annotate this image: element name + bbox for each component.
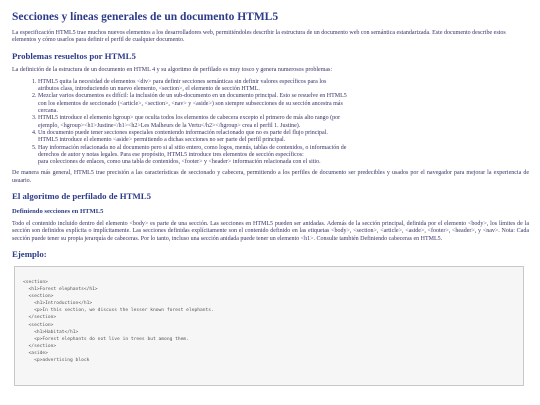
list-item-line: atributos class, introduciendo un nuevo elemento, <section>, el elemento de sección HTML. bbox=[38, 86, 260, 93]
example-heading: Ejemplo: bbox=[12, 248, 47, 259]
list-item bbox=[38, 115, 529, 130]
list-item-line: Mezclar varios documentos es difícil: la inclusión de un sub-documento en un documento principal. Esto se resuelve en HTML5 bbox=[38, 93, 347, 100]
code-line: <section> bbox=[23, 279, 48, 285]
list-item-line: para colecciones de enlaces, como una tabla de contenidos, <footer> y <header> información relacionada con el sitio. bbox=[38, 159, 321, 166]
code-line: </section> bbox=[23, 315, 57, 321]
algorithm-subheading: Definiendo secciones en HTML5 bbox=[12, 208, 104, 216]
code-line: </section> bbox=[23, 343, 57, 349]
code-line: <aside> bbox=[23, 350, 48, 356]
intro-paragraph: La especificación HTML5 trae muchos nuevos elementos a los desarrolladores web, permitiéndoles describir la estructura de un documento web con semántica estandarizada. Este documento describe estos elementos y cómo usarlos para definir el perfil de cualquier documento. bbox=[12, 30, 506, 44]
code-line: <section> bbox=[23, 294, 54, 300]
code-example-box bbox=[14, 266, 524, 386]
list-item-line: ejemplo, <hgroup><h1>Justine</h1><h2>Les Malheurs de la Vertu</h2></hgroup> crea el perfil 1. Justine). bbox=[38, 122, 301, 129]
code-line: <p>advertising block bbox=[23, 357, 90, 363]
code-line: <p>Forest elephants do not live in trees but among them. bbox=[23, 336, 189, 342]
list-item-line: Hay información relacionada no al documento pero si al sitio entero, como logos, menús, tablas de contenidos, o información de bbox=[38, 144, 347, 151]
algorithm-body: Todo el contenido incluido dentro del elemento <body> es parte de una sección. Las secciones en HTML5 pueden ser anidadas. Además de la sección principal, definida por el elemento <body>, los límites de la sección son definidos explícita o implícitamente. Las secciones definidas explícitamente son el contenido definido en las etiquetas <body>, <section>, <article>, <aside>, <footer>, <header>, y <nav>. Nota: Cada sección puede tener su propia jerarquía de cabeceras. Por lo tanto, incluso una sección anidada puede tener un elemento <h1>. Consulte también Definiendo cabeceras en HTML5. bbox=[12, 221, 529, 242]
list-item-line: cercana. bbox=[38, 108, 58, 115]
list-item-line: HTML5 introduce el elemento hgroup> que oculta todos los elementos de cabecera excepto el primero de más alto rango (por bbox=[38, 115, 341, 122]
code-line: <h1>Habitat</h1> bbox=[23, 329, 79, 335]
list-item bbox=[38, 145, 529, 167]
list-item bbox=[38, 93, 529, 115]
problems-heading: Problemas resueltos por HTML5 bbox=[12, 50, 136, 61]
problems-list bbox=[12, 79, 529, 167]
list-item bbox=[38, 130, 529, 145]
list-item-line: Un documento puede tener secciones especiales conteniendo información relacionado que no es parte del flujo principal. bbox=[38, 129, 328, 136]
code-line: <h1>Forest elephants</h1> bbox=[23, 287, 98, 293]
problems-summary: De manera más general, HTML5 trae precisión a las características de seccionado y cabecera, permitiendo a los perfiles de documento ser predecibles y usados por el navegador para mejorar la experiencia de usuario. bbox=[12, 170, 529, 184]
code-line: <p>In this section, we discuss the lesser known forest elephants. bbox=[23, 308, 214, 314]
list-item-line: con los elementos de seccionado (<article>, <section>, <nav> y <aside>) son siempre subsecciones de su sección ancestra más bbox=[38, 100, 343, 107]
algorithm-heading: El algoritmo de perfilado de HTML5 bbox=[12, 191, 152, 202]
code-line: <section> bbox=[23, 322, 54, 328]
code-line: <h1>Introduction</h1> bbox=[23, 301, 93, 307]
problems-lead: La definición de la estructura de un documento en HTML 4 y su algoritmo de perfilado es muy tosco y genera numerosos problemas: bbox=[12, 66, 333, 73]
list-item bbox=[38, 79, 529, 94]
list-item-line: derechos de autor y notas legales. Para ese propósito, HTML5 introduce tres elementos de sección específicos: bbox=[38, 151, 304, 158]
page-title: Secciones y líneas generales de un documento HTML5 bbox=[12, 11, 279, 23]
list-item-line: HTML5 introduce el elemento <aside> permitiendo a dichas secciones no ser parte del perfil principal. bbox=[38, 137, 286, 144]
list-item-line: HTML5 quita la necesidad de elementos <div> para definir secciones semánticas sin definir valores específicos para los bbox=[38, 78, 327, 85]
